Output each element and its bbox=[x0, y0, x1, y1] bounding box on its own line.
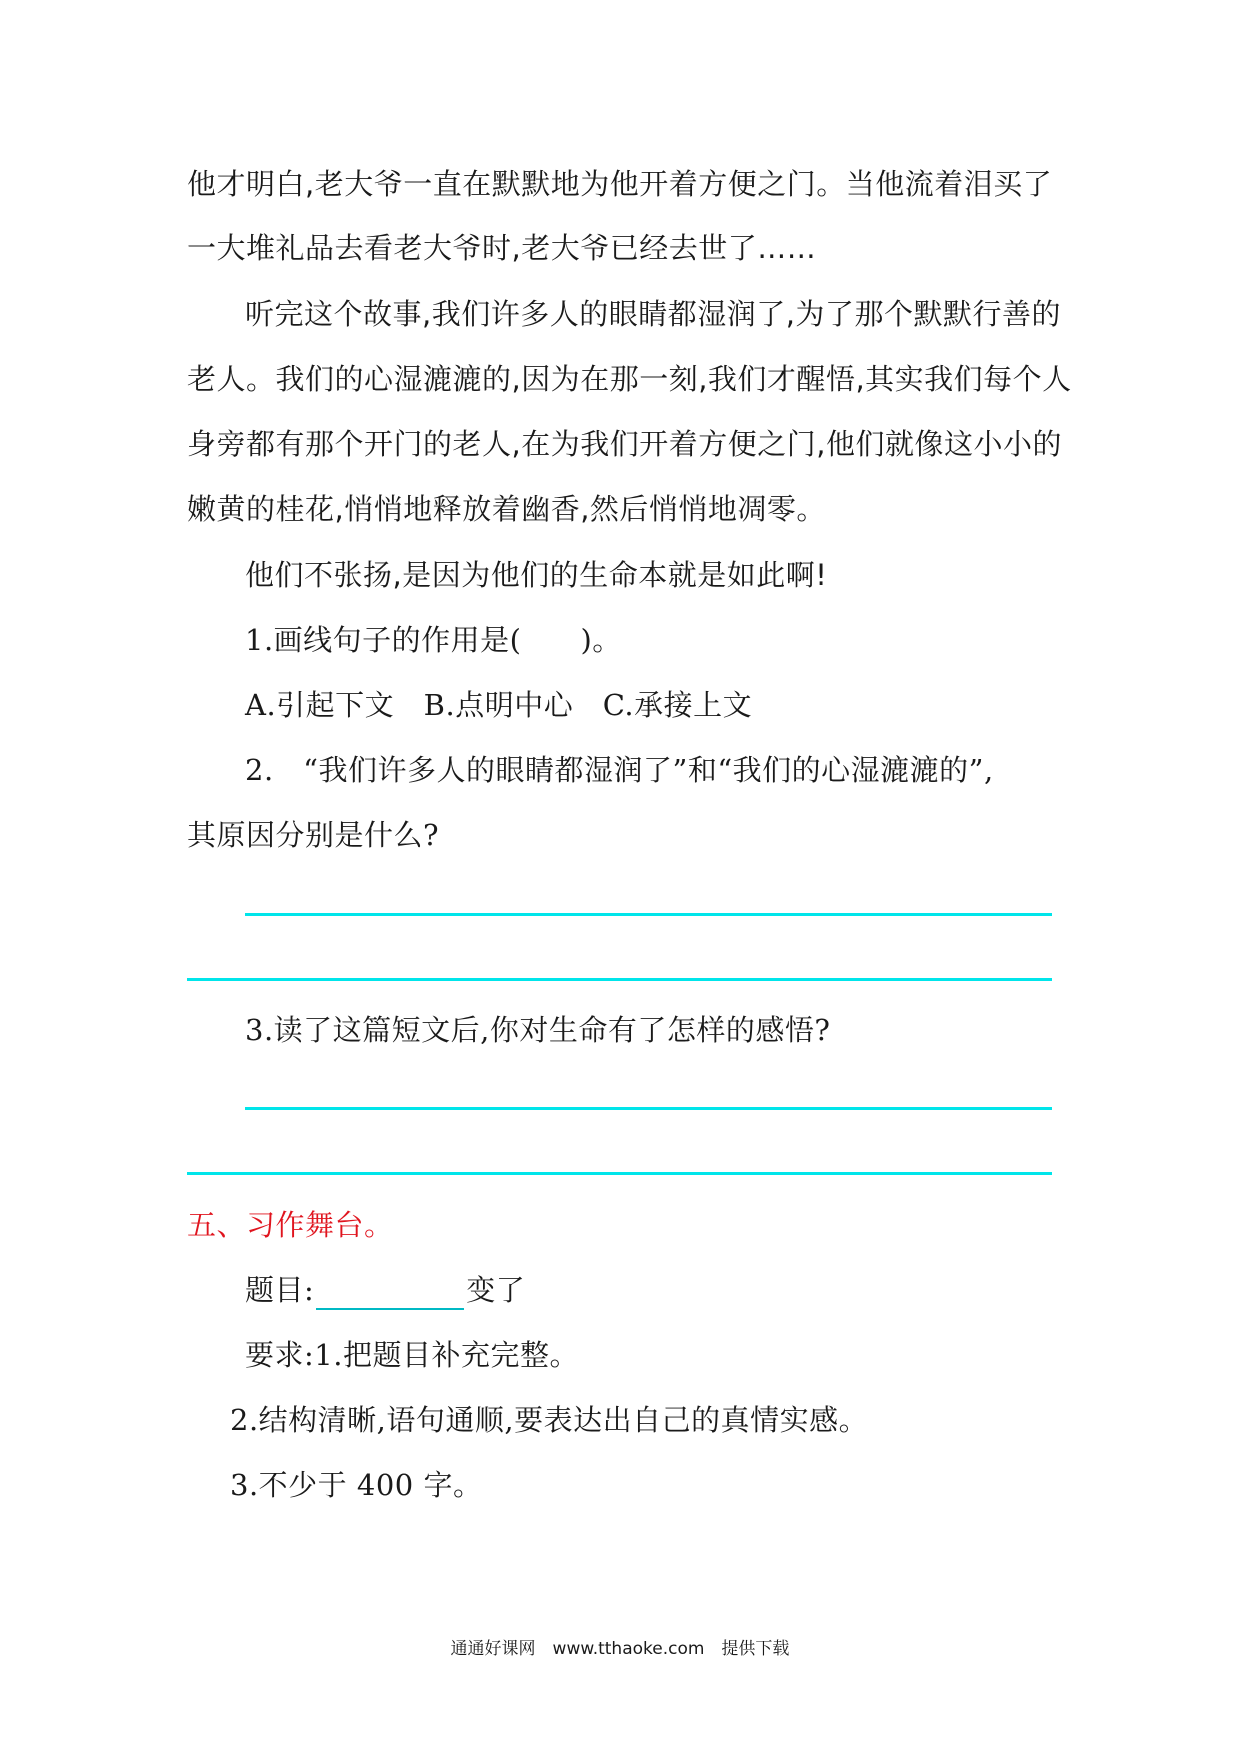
passage-line: 一大堆礼品去看老大爷时,老大爷已经去世了…… bbox=[187, 231, 817, 265]
section-heading: 五、习作舞台。 bbox=[187, 1208, 394, 1242]
question-1: 1.画线句子的作用是( )。 bbox=[245, 623, 622, 657]
footer-credit: 通通好课网 www.tthaoke.com 提供下载 bbox=[450, 1639, 790, 1659]
passage-line: 老人。我们的心湿漉漉的,因为在那一刻,我们才醒悟,其实我们每个人 bbox=[187, 362, 1072, 396]
answer-line[interactable] bbox=[245, 1107, 1052, 1110]
title-suffix: 变了 bbox=[466, 1273, 526, 1307]
title-prefix: 题目: bbox=[245, 1273, 315, 1307]
answer-line[interactable] bbox=[245, 913, 1052, 916]
question-2: 2. “我们许多人的眼睛都湿润了”和“我们的心湿漉漉的”, bbox=[245, 753, 994, 787]
answer-line[interactable] bbox=[187, 1172, 1052, 1175]
passage-line: 嫩黄的桂花,悄悄地释放着幽香,然后悄悄地凋零。 bbox=[187, 492, 826, 526]
passage-line: 身旁都有那个开门的老人,在为我们开着方便之门,他们就像这小小的 bbox=[187, 427, 1062, 461]
question-1-options: A.引起下文 B.点明中心 C.承接上文 bbox=[245, 688, 753, 722]
question-3: 3.读了这篇短文后,你对生命有了怎样的感悟? bbox=[245, 1013, 831, 1047]
requirement-2: 2.结构清晰,语句通顺,要表达出自己的真情实感。 bbox=[230, 1403, 869, 1437]
question-2-cont: 其原因分别是什么? bbox=[187, 818, 440, 852]
passage-line: 他才明白,老大爷一直在默默地为他开着方便之门。当他流着泪买了 bbox=[187, 167, 1053, 201]
requirement-3: 3.不少于 400 字。 bbox=[230, 1468, 483, 1502]
passage-line: 他们不张扬,是因为他们的生命本就是如此啊! bbox=[245, 558, 828, 592]
title-blank[interactable] bbox=[316, 1278, 464, 1310]
passage-line: 听完这个故事,我们许多人的眼睛都湿润了,为了那个默默行善的 bbox=[245, 297, 1061, 331]
essay-title-row bbox=[245, 1270, 525, 1310]
requirement-1: 要求:1.把题目补充完整。 bbox=[245, 1338, 579, 1372]
answer-line[interactable] bbox=[187, 978, 1052, 981]
